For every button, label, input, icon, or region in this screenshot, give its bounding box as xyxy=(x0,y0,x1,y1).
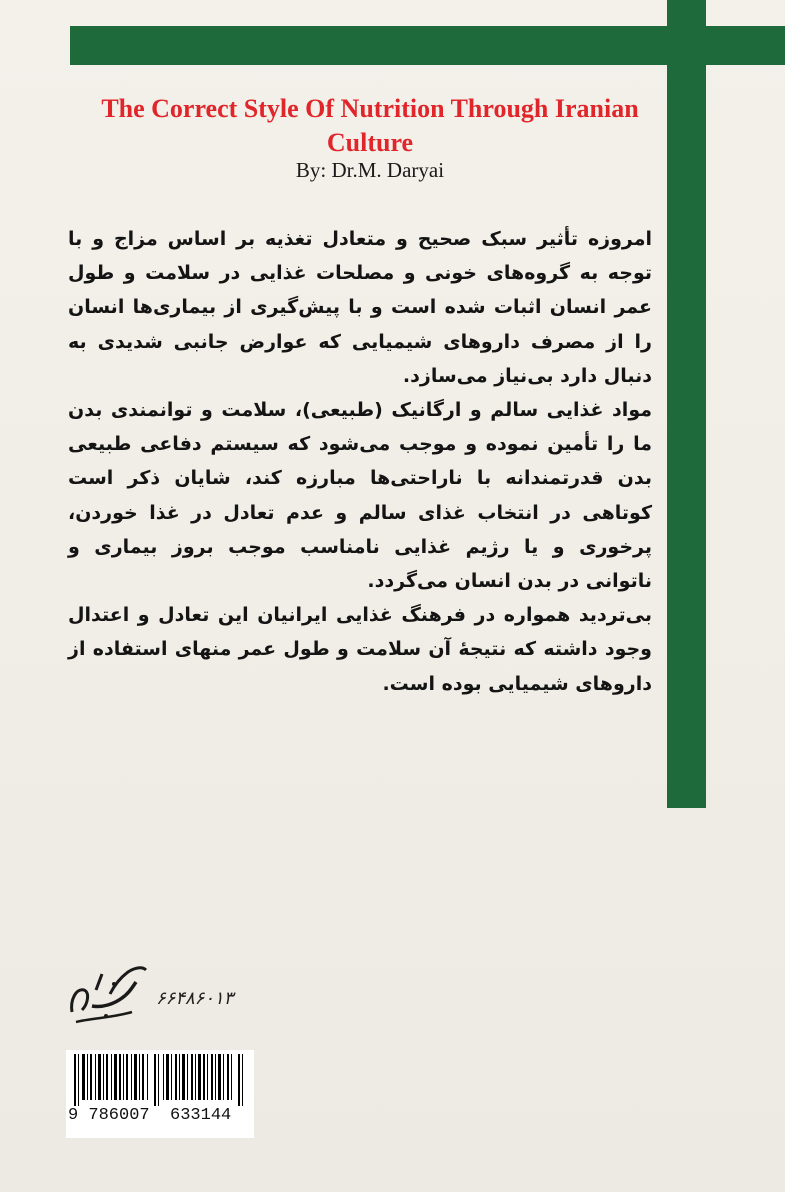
publisher-logo-icon xyxy=(62,960,152,1030)
description-text xyxy=(68,222,652,701)
publisher-logo xyxy=(62,960,152,1030)
english-title: The Correct Style Of Nutrition Through Iranian Culture xyxy=(101,94,639,157)
publisher-code: ۶۶۴۸۶۰۱۳ xyxy=(156,988,234,1009)
description-paragraph-1: امروزه تأثیر سبک صحیح و متعادل تغذیه بر اساس مزاج و با توجه به گروه‌های خونی و مصلحات غذایی در سلامت و طول عمر انسان اثبات شده است و با پیش‌گیری از بیماری‌ها انسان را از مصرف داروهای شیمیایی که عوارض جانبی شدیدی به دنبال دارد بی‌نیاز می‌سازد. xyxy=(68,228,652,387)
english-author: By: Dr.M. Daryai xyxy=(295,158,445,182)
isbn-barcode xyxy=(66,1050,254,1138)
description-paragraph-2: مواد غذایی سالم و ارگانیک (طبیعی)، سلامت و توانمندی بدن ما را تأمین نموده و موجب می‌شود که سیستم دفاعی طبیعی بدن قدرتمندانه با ناراحتی‌ها مبارزه کند، شایان ذکر است کوتاهی در انتخاب غذای سالم و عدم تعادل در غذا خوردن، پرخوری و یا رژیم غذایی نامناسب موجب بروز بیماری و ناتوانی در بدن انسان می‌گردد. xyxy=(68,399,652,593)
barcode-bars xyxy=(68,1054,252,1106)
publisher-logo-text xyxy=(152,960,153,961)
description-paragraph-3: بی‌تردید همواره در فرهنگ غذایی ایرانیان این تعادل و اعتدال وجود داشته که نتیجهٔ آن سلامت و طول عمر منهای استفاده از داروهای شیمیایی بوده است. xyxy=(68,604,652,695)
isbn-number: 9 786007 633144 xyxy=(68,1106,232,1125)
